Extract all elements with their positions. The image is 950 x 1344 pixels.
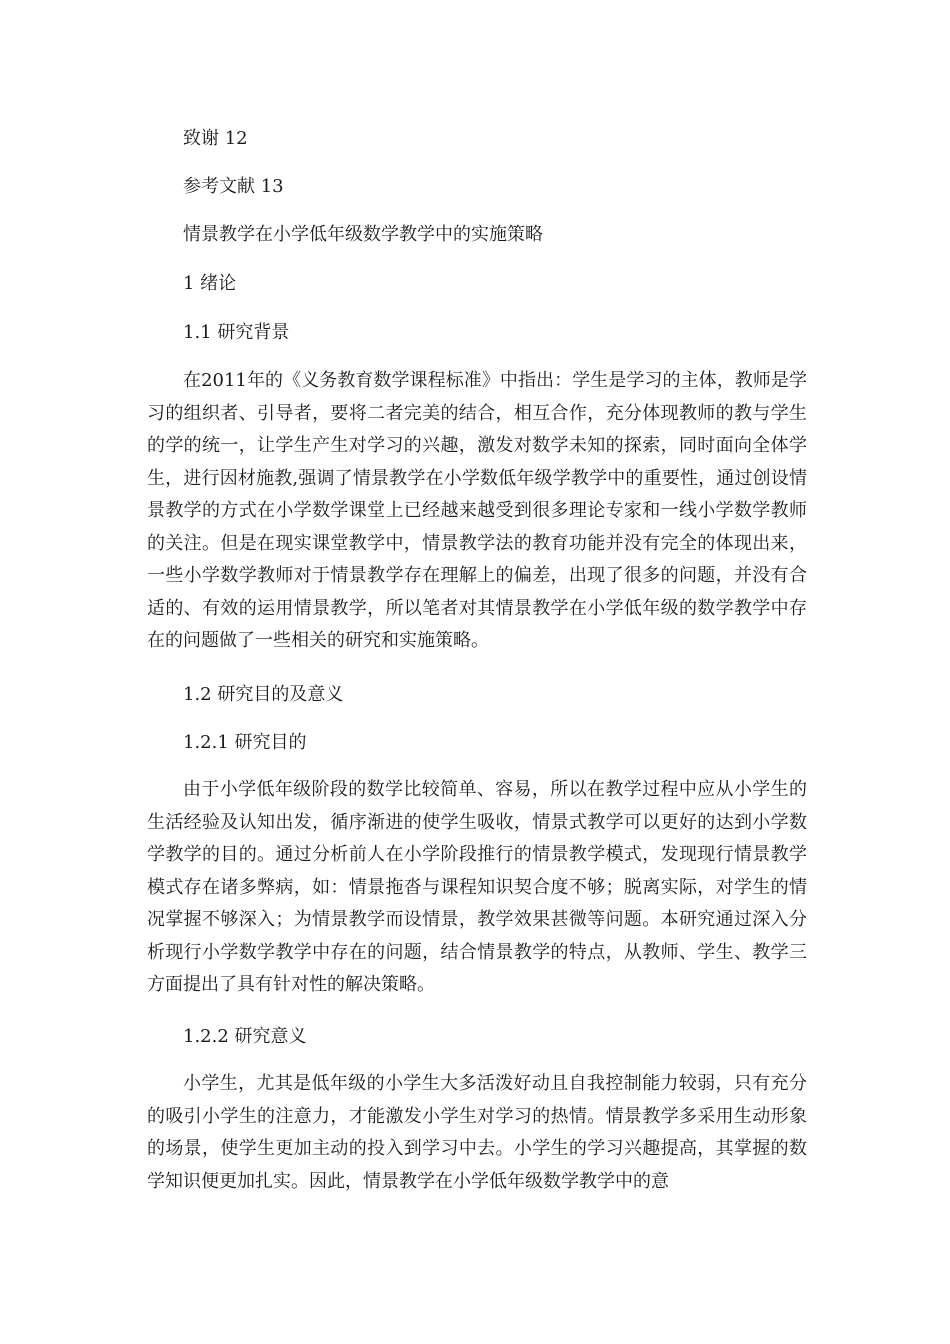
paragraph-research-significance: 小学生，尤其是低年级的小学生大多活泼好动且自我控制能力较弱，只有充分的吸引小学生的注意力，才能激发小学生对学习的热情。情景教学多采用生动形象的场景，使学生更加主动的投入到学习中去。小学生的学习兴趣提高，其掌握的数学知识便更加扎实。因此，情景教学在小学低年级数学教学中的意 — [147, 1073, 807, 1192]
heading-1-2-1: 1.2.1 研究目的 — [183, 732, 307, 753]
heading-1-1: 1.1 研究背景 — [183, 322, 290, 343]
heading-1-2-2: 1.2.2 研究意义 — [183, 1026, 307, 1047]
heading-1: 1 绪论 — [183, 273, 237, 294]
document-title: 情景教学在小学低年级数学教学中的实施策略 — [183, 224, 543, 245]
paragraph-research-background: 在2011年的《义务教育数学课程标准》中指出：学生是学习的主体，教师是学习的组织者、引导者，要将二者完美的结合，相互合作，充分体现教师的教与学生的学的统一，让学生产生对学习的兴趣，激发对数学未知的探索，同时面向全体学生，进行因材施教,强调了情景教学在小学数低年级学教学中的重要性，通过创设情景教学的方式在小学数学课堂上已经越来越受到很多理论专家和一线小学数学教师的关注。但是在现实课堂教学中，情景教学法的教育功能并没有完全的体现出来，一些小学数学教师对于情景教学存在理解上的偏差，出现了很多的问题，并没有合适的、有效的运用情景教学，所以笔者对其情景教学在小学低年级的数学教学中存在的问题做了一些相关的研究和实施策略。 — [147, 370, 807, 651]
paragraph-research-purpose: 由于小学低年级阶段的数学比较简单、容易，所以在教学过程中应从小学生的生活经验及认知出发，循序渐进的使学生吸收，情景式教学可以更好的达到小学数学教学的目的。通过分析前人在小学阶段推行的情景教学模式，发现现行情景教学模式存在诸多弊病，如：情景拖沓与课程知识契合度不够；脱离实际，对学生的情况掌握不够深入；为情景教学而设情景，教学效果甚微等问题。本研究通过深入分析现行小学数学教学中存在的问题，结合情景教学的特点，从教师、学生、教学三方面提出了具有针对性的解决策略。 — [147, 779, 807, 995]
heading-1-2: 1.2 研究目的及意义 — [183, 684, 344, 705]
toc-references: 参考文献 13 — [183, 176, 284, 197]
toc-acknowledgements: 致谢 12 — [183, 128, 248, 149]
